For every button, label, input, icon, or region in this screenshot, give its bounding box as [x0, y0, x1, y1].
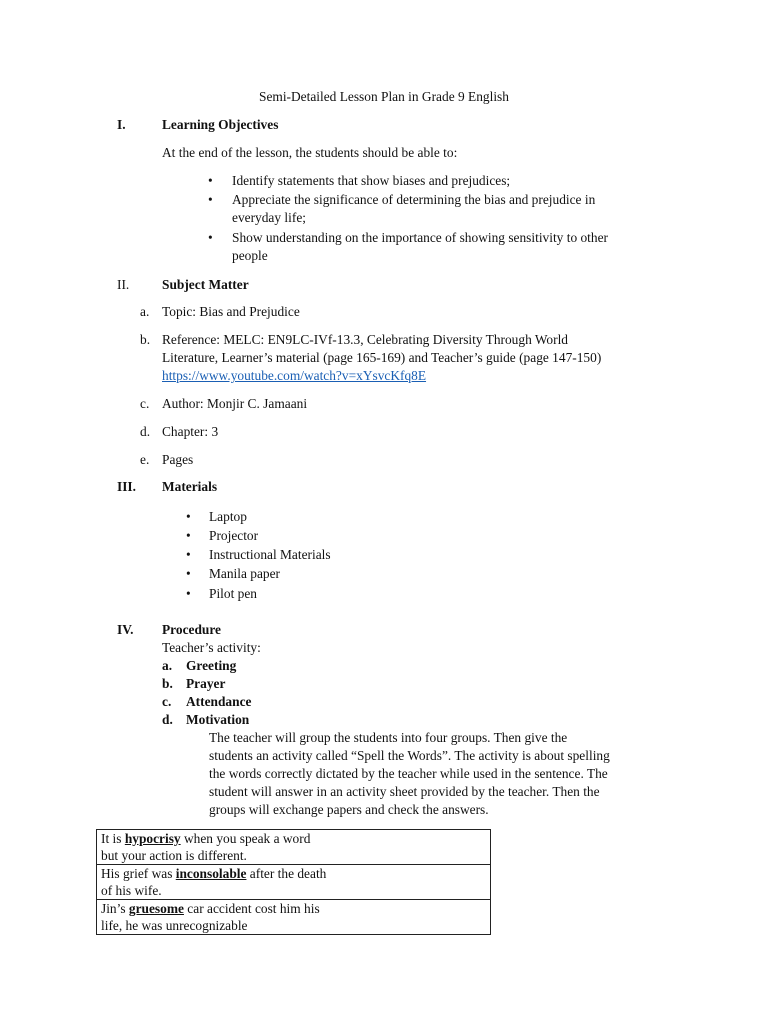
section-numeral-i: I.	[117, 117, 126, 132]
bullet-dot: •	[186, 566, 191, 581]
sentence-text: but your action is different.	[101, 848, 247, 863]
sentence-text: His grief was	[101, 866, 176, 881]
table-row	[97, 900, 491, 935]
spelling-word: gruesome	[128, 901, 184, 916]
step-attendance: Attendance	[186, 694, 252, 709]
section-numeral-ii: II.	[117, 277, 130, 292]
subject-chapter: Chapter: 3	[162, 424, 219, 439]
motivation-paragraph-line: The teacher will group the students into four groups. Then give the	[209, 730, 568, 745]
sentence-text: of his wife.	[101, 883, 162, 898]
bullet-dot: •	[186, 528, 191, 543]
spelling-word: inconsolable	[175, 866, 247, 881]
bullet-dot: •	[186, 547, 191, 562]
step-letter: a.	[162, 658, 173, 673]
subject-reference-line1: Reference: MELC: EN9LC-IVf-13.3, Celebrating Diversity Through World	[162, 332, 569, 347]
subject-topic: Topic: Bias and Prejudice	[162, 304, 300, 319]
material-item: Projector	[209, 528, 259, 543]
objective-item: Show understanding on the importance of showing sensitivity to other	[232, 230, 609, 245]
subject-letter: c.	[140, 396, 150, 411]
objective-item: Identify statements that show biases and prejudices;	[232, 173, 511, 188]
motivation-paragraph-line: students an activity called “Spell the Words”. The activity is about spelling	[209, 748, 610, 763]
objective-item: Appreciate the significance of determining the bias and prejudice in	[232, 192, 596, 207]
bullet-dot: •	[208, 192, 213, 207]
objective-item-continued: everyday life;	[232, 210, 306, 225]
table-cell	[97, 830, 491, 865]
subject-reference-line2: Literature, Learner’s material (page 165-169) and Teacher’s guide (page 147-150)	[162, 350, 602, 365]
material-item: Instructional Materials	[209, 547, 331, 562]
material-item: Manila paper	[209, 566, 281, 581]
step-greeting: Greeting	[186, 658, 237, 673]
spell-words-table	[96, 829, 491, 935]
motivation-paragraph-line: groups will exchange papers and check the answers.	[209, 802, 489, 817]
step-motivation: Motivation	[186, 712, 250, 727]
step-letter: d.	[162, 712, 173, 727]
material-item: Laptop	[209, 509, 247, 524]
objective-item-continued: people	[232, 248, 268, 263]
subject-pages: Pages	[162, 452, 194, 467]
spelling-word: hypocrisy	[124, 831, 181, 846]
sentence-text: after the death	[246, 866, 327, 881]
motivation-paragraph-line: the words correctly dictated by the teacher while used in the sentence. The	[209, 766, 608, 781]
subject-author: Author: Monjir C. Jamaani	[162, 396, 308, 411]
subject-letter: d.	[140, 424, 151, 439]
section-heading-subject: Subject Matter	[162, 277, 249, 292]
subject-letter: b.	[140, 332, 151, 347]
reference-link[interactable]: https://www.youtube.com/watch?v=xYsvcKfq8E	[162, 368, 427, 383]
step-letter: c.	[162, 694, 172, 709]
step-letter: b.	[162, 676, 173, 691]
bullet-dot: •	[208, 230, 213, 245]
table-row	[97, 865, 491, 900]
section-numeral-iii: III.	[117, 479, 136, 494]
sentence-text: Jin’s	[101, 901, 129, 916]
table-cell	[97, 900, 491, 935]
sentence-text: car accident cost him his	[183, 901, 320, 916]
section-heading-objectives: Learning Objectives	[162, 117, 279, 132]
section-numeral-iv: IV.	[117, 622, 134, 637]
sentence-text: It is	[101, 831, 125, 846]
motivation-paragraph-line: student will answer in an activity sheet provided by the teacher. Then the	[209, 784, 600, 799]
subject-letter: a.	[140, 304, 150, 319]
subject-letter: e.	[140, 452, 150, 467]
table-cell	[97, 865, 491, 900]
section-heading-procedure: Procedure	[162, 622, 222, 637]
section-heading-materials: Materials	[162, 479, 218, 494]
document-title: Semi-Detailed Lesson Plan in Grade 9 English	[259, 89, 509, 104]
bullet-dot: •	[186, 509, 191, 524]
bullet-dot: •	[186, 586, 191, 601]
objectives-intro: At the end of the lesson, the students should be able to:	[162, 145, 458, 160]
table-row	[97, 830, 491, 865]
material-item: Pilot pen	[209, 586, 257, 601]
sentence-text: when you speak a word	[180, 831, 311, 846]
sentence-text: life, he was unrecognizable	[101, 918, 248, 933]
bullet-dot: •	[208, 173, 213, 188]
procedure-subheading: Teacher’s activity:	[162, 640, 261, 655]
step-prayer: Prayer	[186, 676, 226, 691]
